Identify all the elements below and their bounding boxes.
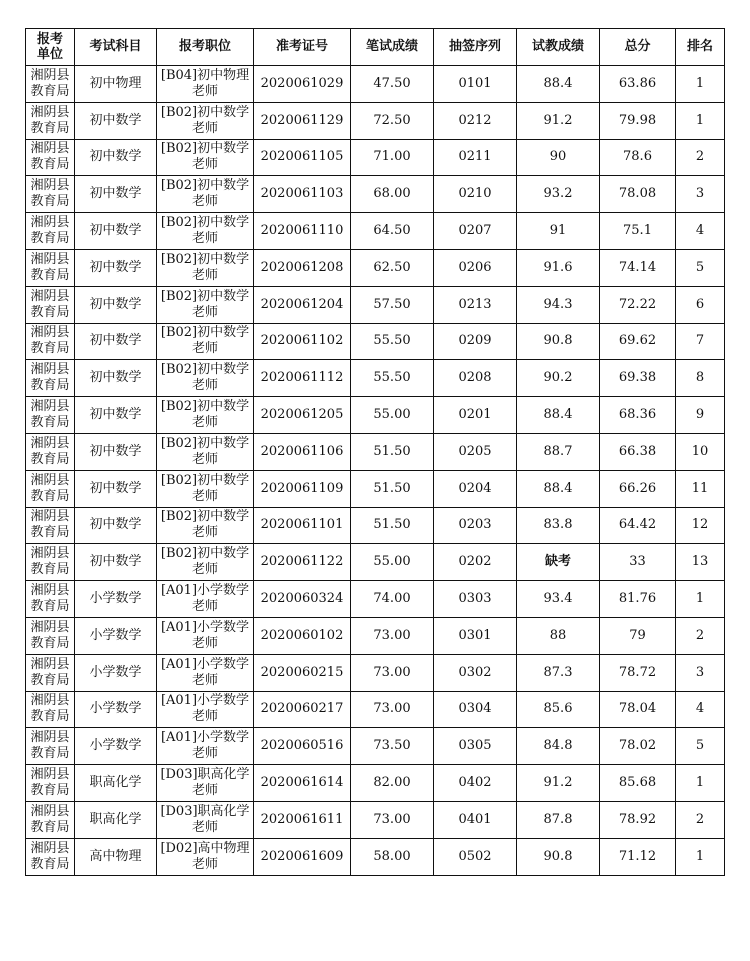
cell-draw: 0304 <box>434 691 517 728</box>
cell-written: 55.50 <box>351 360 434 397</box>
cell-position: [D03]职高化学老师 <box>157 801 254 838</box>
cell-position: [B02]初中数学老师 <box>157 286 254 323</box>
cell-total: 69.62 <box>600 323 676 360</box>
cell-written: 68.00 <box>351 176 434 213</box>
cell-rank: 5 <box>676 728 725 765</box>
cell-rank: 13 <box>676 544 725 581</box>
cell-teaching: 84.8 <box>517 728 600 765</box>
table-row <box>26 654 725 691</box>
cell-rank: 1 <box>676 581 725 618</box>
table-row <box>26 249 725 286</box>
cell-ticket: 2020061029 <box>254 66 351 103</box>
cell-written: 55.00 <box>351 397 434 434</box>
cell-draw: 0203 <box>434 507 517 544</box>
cell-written: 57.50 <box>351 286 434 323</box>
cell-position: [B02]初中数学老师 <box>157 323 254 360</box>
cell-total: 78.92 <box>600 801 676 838</box>
cell-subject: 初中数学 <box>75 544 157 581</box>
cell-draw: 0202 <box>434 544 517 581</box>
cell-subject: 初中数学 <box>75 507 157 544</box>
cell-teaching: 88 <box>517 617 600 654</box>
table-row <box>26 286 725 323</box>
cell-position: [B02]初中数学老师 <box>157 470 254 507</box>
cell-total: 78.6 <box>600 139 676 176</box>
cell-subject: 初中数学 <box>75 176 157 213</box>
cell-rank: 2 <box>676 617 725 654</box>
cell-written: 51.50 <box>351 470 434 507</box>
table-row <box>26 139 725 176</box>
cell-subject: 初中数学 <box>75 360 157 397</box>
cell-ticket: 2020061609 <box>254 838 351 875</box>
cell-written: 55.50 <box>351 323 434 360</box>
cell-draw: 0208 <box>434 360 517 397</box>
cell-draw: 0211 <box>434 139 517 176</box>
cell-teaching: 93.4 <box>517 581 600 618</box>
table-row <box>26 102 725 139</box>
cell-teaching: 91 <box>517 213 600 250</box>
cell-unit: 湘阴县教育局 <box>26 544 75 581</box>
cell-draw: 0209 <box>434 323 517 360</box>
cell-draw: 0207 <box>434 213 517 250</box>
cell-unit: 湘阴县教育局 <box>26 838 75 875</box>
cell-position: [B04]初中物理老师 <box>157 66 254 103</box>
cell-written: 55.00 <box>351 544 434 581</box>
cell-total: 79.98 <box>600 102 676 139</box>
cell-unit: 湘阴县教育局 <box>26 433 75 470</box>
cell-position: [D02]高中物理老师 <box>157 838 254 875</box>
cell-written: 51.50 <box>351 433 434 470</box>
cell-position: [A01]小学数学老师 <box>157 691 254 728</box>
header-position: 报考职位 <box>157 29 254 66</box>
table-row <box>26 397 725 434</box>
cell-ticket: 2020061129 <box>254 102 351 139</box>
cell-draw: 0301 <box>434 617 517 654</box>
cell-subject: 职高化学 <box>75 801 157 838</box>
cell-ticket: 2020061102 <box>254 323 351 360</box>
table-row <box>26 470 725 507</box>
cell-total: 66.26 <box>600 470 676 507</box>
cell-subject: 初中数学 <box>75 470 157 507</box>
results-table <box>25 28 725 876</box>
header-teaching: 试教成绩 <box>517 29 600 66</box>
table-row <box>26 691 725 728</box>
cell-teaching: 85.6 <box>517 691 600 728</box>
cell-total: 64.42 <box>600 507 676 544</box>
cell-teaching: 91.6 <box>517 249 600 286</box>
cell-rank: 1 <box>676 765 725 802</box>
cell-subject: 初中物理 <box>75 66 157 103</box>
cell-total: 74.14 <box>600 249 676 286</box>
cell-subject: 初中数学 <box>75 433 157 470</box>
cell-position: [A01]小学数学老师 <box>157 581 254 618</box>
header-rank: 排名 <box>676 29 725 66</box>
cell-ticket: 2020061614 <box>254 765 351 802</box>
cell-written: 82.00 <box>351 765 434 802</box>
cell-written: 73.00 <box>351 617 434 654</box>
cell-position: [A01]小学数学老师 <box>157 728 254 765</box>
table-row <box>26 617 725 654</box>
cell-rank: 2 <box>676 801 725 838</box>
cell-total: 79 <box>600 617 676 654</box>
cell-ticket: 2020061101 <box>254 507 351 544</box>
cell-total: 81.76 <box>600 581 676 618</box>
header-subject: 考试科目 <box>75 29 157 66</box>
cell-written: 58.00 <box>351 838 434 875</box>
cell-position: [D03]职高化学老师 <box>157 765 254 802</box>
cell-unit: 湘阴县教育局 <box>26 249 75 286</box>
header-unit: 报考单位 <box>26 29 75 66</box>
cell-total: 78.02 <box>600 728 676 765</box>
header-row <box>26 29 725 66</box>
cell-rank: 3 <box>676 176 725 213</box>
cell-rank: 1 <box>676 66 725 103</box>
cell-total: 69.38 <box>600 360 676 397</box>
cell-written: 47.50 <box>351 66 434 103</box>
cell-teaching: 88.4 <box>517 66 600 103</box>
cell-subject: 初中数学 <box>75 323 157 360</box>
cell-teaching: 缺考 <box>517 544 600 581</box>
cell-teaching: 93.2 <box>517 176 600 213</box>
cell-teaching: 90.8 <box>517 323 600 360</box>
cell-teaching: 90 <box>517 139 600 176</box>
cell-position: [B02]初中数学老师 <box>157 176 254 213</box>
cell-ticket: 2020061110 <box>254 213 351 250</box>
cell-ticket: 2020061105 <box>254 139 351 176</box>
cell-position: [B02]初中数学老师 <box>157 397 254 434</box>
cell-unit: 湘阴县教育局 <box>26 286 75 323</box>
cell-unit: 湘阴县教育局 <box>26 139 75 176</box>
cell-draw: 0401 <box>434 801 517 838</box>
table-row <box>26 507 725 544</box>
cell-written: 73.00 <box>351 801 434 838</box>
cell-teaching: 83.8 <box>517 507 600 544</box>
cell-rank: 6 <box>676 286 725 323</box>
cell-subject: 初中数学 <box>75 213 157 250</box>
cell-draw: 0302 <box>434 654 517 691</box>
cell-position: [B02]初中数学老师 <box>157 507 254 544</box>
cell-subject: 初中数学 <box>75 397 157 434</box>
cell-teaching: 91.2 <box>517 102 600 139</box>
cell-unit: 湘阴县教育局 <box>26 617 75 654</box>
cell-position: [B02]初中数学老师 <box>157 102 254 139</box>
cell-unit: 湘阴县教育局 <box>26 801 75 838</box>
cell-unit: 湘阴县教育局 <box>26 470 75 507</box>
cell-rank: 10 <box>676 433 725 470</box>
cell-subject: 初中数学 <box>75 286 157 323</box>
cell-ticket: 2020061122 <box>254 544 351 581</box>
table-row <box>26 433 725 470</box>
cell-subject: 初中数学 <box>75 102 157 139</box>
cell-teaching: 88.7 <box>517 433 600 470</box>
cell-written: 62.50 <box>351 249 434 286</box>
cell-ticket: 2020061611 <box>254 801 351 838</box>
cell-ticket: 2020061112 <box>254 360 351 397</box>
cell-draw: 0101 <box>434 66 517 103</box>
cell-unit: 湘阴县教育局 <box>26 691 75 728</box>
cell-ticket: 2020060324 <box>254 581 351 618</box>
cell-total: 78.04 <box>600 691 676 728</box>
cell-position: [B02]初中数学老师 <box>157 249 254 286</box>
header-draw: 抽签序列 <box>434 29 517 66</box>
cell-written: 72.50 <box>351 102 434 139</box>
cell-subject: 小学数学 <box>75 728 157 765</box>
cell-total: 71.12 <box>600 838 676 875</box>
cell-rank: 4 <box>676 691 725 728</box>
cell-teaching: 91.2 <box>517 765 600 802</box>
cell-rank: 4 <box>676 213 725 250</box>
cell-rank: 8 <box>676 360 725 397</box>
cell-total: 63.86 <box>600 66 676 103</box>
table-row <box>26 213 725 250</box>
cell-unit: 湘阴县教育局 <box>26 323 75 360</box>
table-row <box>26 838 725 875</box>
cell-draw: 0402 <box>434 765 517 802</box>
cell-rank: 1 <box>676 102 725 139</box>
cell-teaching: 90.2 <box>517 360 600 397</box>
header-ticket: 准考证号 <box>254 29 351 66</box>
cell-subject: 小学数学 <box>75 654 157 691</box>
cell-draw: 0213 <box>434 286 517 323</box>
cell-subject: 高中物理 <box>75 838 157 875</box>
cell-written: 51.50 <box>351 507 434 544</box>
cell-position: [B02]初中数学老师 <box>157 433 254 470</box>
cell-draw: 0210 <box>434 176 517 213</box>
cell-total: 72.22 <box>600 286 676 323</box>
cell-ticket: 2020060102 <box>254 617 351 654</box>
cell-subject: 小学数学 <box>75 617 157 654</box>
cell-position: [B02]初中数学老师 <box>157 213 254 250</box>
cell-position: [B02]初中数学老师 <box>157 139 254 176</box>
cell-draw: 0205 <box>434 433 517 470</box>
header-written: 笔试成绩 <box>351 29 434 66</box>
cell-unit: 湘阴县教育局 <box>26 176 75 213</box>
cell-subject: 初中数学 <box>75 249 157 286</box>
cell-written: 74.00 <box>351 581 434 618</box>
cell-rank: 5 <box>676 249 725 286</box>
cell-written: 71.00 <box>351 139 434 176</box>
cell-draw: 0201 <box>434 397 517 434</box>
cell-rank: 9 <box>676 397 725 434</box>
cell-written: 64.50 <box>351 213 434 250</box>
cell-ticket: 2020060217 <box>254 691 351 728</box>
cell-ticket: 2020060516 <box>254 728 351 765</box>
table-row <box>26 544 725 581</box>
cell-subject: 小学数学 <box>75 581 157 618</box>
cell-teaching: 87.3 <box>517 654 600 691</box>
cell-unit: 湘阴县教育局 <box>26 765 75 802</box>
cell-ticket: 2020061208 <box>254 249 351 286</box>
cell-draw: 0502 <box>434 838 517 875</box>
cell-draw: 0303 <box>434 581 517 618</box>
cell-written: 73.50 <box>351 728 434 765</box>
cell-ticket: 2020061106 <box>254 433 351 470</box>
table-row <box>26 581 725 618</box>
table-row <box>26 728 725 765</box>
cell-total: 66.38 <box>600 433 676 470</box>
cell-ticket: 2020061204 <box>254 286 351 323</box>
table-row <box>26 765 725 802</box>
cell-unit: 湘阴县教育局 <box>26 102 75 139</box>
header-total: 总分 <box>600 29 676 66</box>
cell-unit: 湘阴县教育局 <box>26 213 75 250</box>
cell-subject: 初中数学 <box>75 139 157 176</box>
cell-subject: 小学数学 <box>75 691 157 728</box>
cell-draw: 0305 <box>434 728 517 765</box>
cell-ticket: 2020061205 <box>254 397 351 434</box>
cell-unit: 湘阴县教育局 <box>26 66 75 103</box>
cell-written: 73.00 <box>351 654 434 691</box>
cell-rank: 7 <box>676 323 725 360</box>
table-row <box>26 360 725 397</box>
cell-position: [B02]初中数学老师 <box>157 544 254 581</box>
table-row <box>26 801 725 838</box>
cell-unit: 湘阴县教育局 <box>26 728 75 765</box>
cell-rank: 12 <box>676 507 725 544</box>
cell-teaching: 88.4 <box>517 470 600 507</box>
cell-draw: 0204 <box>434 470 517 507</box>
cell-total: 78.72 <box>600 654 676 691</box>
cell-total: 85.68 <box>600 765 676 802</box>
cell-ticket: 2020061109 <box>254 470 351 507</box>
cell-unit: 湘阴县教育局 <box>26 397 75 434</box>
cell-position: [B02]初中数学老师 <box>157 360 254 397</box>
cell-total: 75.1 <box>600 213 676 250</box>
cell-total: 33 <box>600 544 676 581</box>
cell-unit: 湘阴县教育局 <box>26 581 75 618</box>
cell-position: [A01]小学数学老师 <box>157 654 254 691</box>
cell-unit: 湘阴县教育局 <box>26 654 75 691</box>
cell-total: 68.36 <box>600 397 676 434</box>
cell-rank: 11 <box>676 470 725 507</box>
cell-position: [A01]小学数学老师 <box>157 617 254 654</box>
cell-teaching: 88.4 <box>517 397 600 434</box>
cell-subject: 职高化学 <box>75 765 157 802</box>
cell-draw: 0206 <box>434 249 517 286</box>
cell-teaching: 87.8 <box>517 801 600 838</box>
cell-unit: 湘阴县教育局 <box>26 360 75 397</box>
cell-rank: 3 <box>676 654 725 691</box>
cell-draw: 0212 <box>434 102 517 139</box>
cell-unit: 湘阴县教育局 <box>26 507 75 544</box>
cell-ticket: 2020060215 <box>254 654 351 691</box>
table-row <box>26 176 725 213</box>
cell-teaching: 90.8 <box>517 838 600 875</box>
table-row <box>26 66 725 103</box>
table-row <box>26 323 725 360</box>
cell-written: 73.00 <box>351 691 434 728</box>
cell-teaching: 94.3 <box>517 286 600 323</box>
cell-rank: 1 <box>676 838 725 875</box>
cell-rank: 2 <box>676 139 725 176</box>
cell-total: 78.08 <box>600 176 676 213</box>
cell-ticket: 2020061103 <box>254 176 351 213</box>
